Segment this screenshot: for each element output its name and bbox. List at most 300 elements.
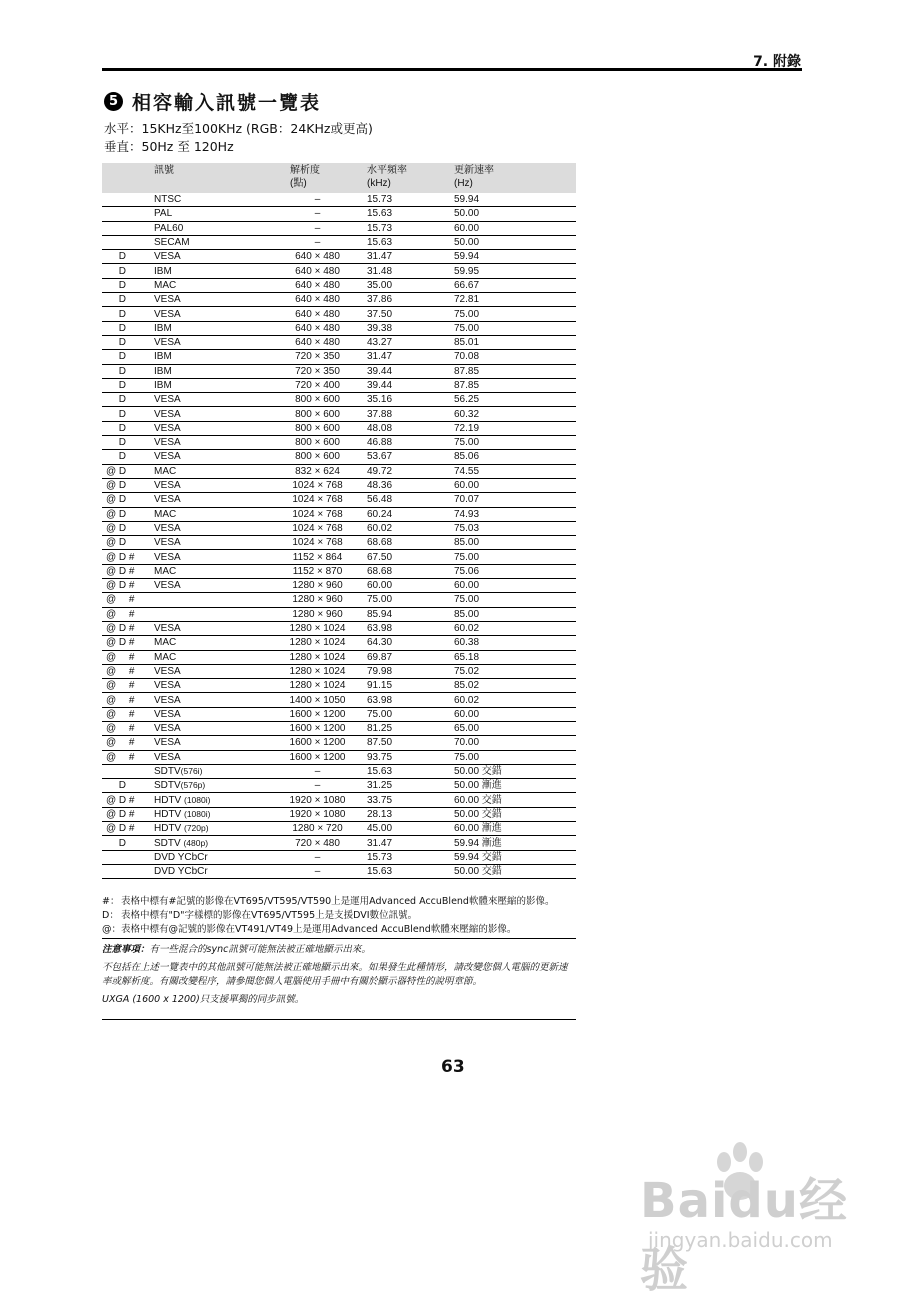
resolution-cell: 1024 × 768 <box>268 478 367 492</box>
note-hash: #： 表格中標有#記號的影像在VT695/VT595/VT590上是運用Advanced AccuBlend軟體來壓縮的影像。 <box>102 896 555 907</box>
table-row <box>102 664 576 678</box>
mark-cell: @ # <box>102 707 154 721</box>
vfreq-cell: 60.00 <box>454 221 576 235</box>
signal-type-cell: VESA <box>154 721 268 735</box>
watermark <box>640 1140 870 1298</box>
vfreq-cell: 74.93 <box>454 507 576 521</box>
resolution-cell: 720 × 350 <box>268 364 367 378</box>
mark-cell: D <box>102 450 154 464</box>
resolution-cell: 720 × 350 <box>268 350 367 364</box>
mark-cell <box>102 864 154 878</box>
note-d: D： 表格中標有"D"字樣標的影像在VT695/VT595上是支援DVI數位訊號。 <box>102 910 418 921</box>
signal-type-cell: MAC <box>154 650 268 664</box>
resolution-cell: 1280 × 720 <box>268 822 367 836</box>
page-number: 63 <box>441 1057 465 1077</box>
top-rule <box>102 68 802 71</box>
resolution-cell: 640 × 480 <box>268 250 367 264</box>
vfreq-cell: 60.00 <box>454 579 576 593</box>
header-resolution: 解析度 (點) <box>268 163 367 193</box>
mark-cell: @ D # <box>102 807 154 821</box>
signal-type-cell: HDTV (720p) <box>154 822 268 836</box>
hfreq-cell: 35.00 <box>367 278 454 292</box>
signal-type-cell: VESA <box>154 293 268 307</box>
vfreq-cell: 66.67 <box>454 278 576 292</box>
hfreq-cell: 15.63 <box>367 764 454 778</box>
mark-cell: D <box>102 335 154 349</box>
vfreq-cell: 60.00 <box>454 478 576 492</box>
resolution-cell: 1280 × 1024 <box>268 650 367 664</box>
mark-cell: D <box>102 393 154 407</box>
signal-type-cell: VESA <box>154 478 268 492</box>
resolution-cell: 1024 × 768 <box>268 536 367 550</box>
vfreq-cell: 59.94 交錯 <box>454 850 576 864</box>
resolution-cell: 1280 × 960 <box>268 593 367 607</box>
table-row <box>102 679 576 693</box>
vfreq-cell: 50.00 交錯 <box>454 864 576 878</box>
mark-cell: D <box>102 350 154 364</box>
vfreq-cell: 50.00 交錯 <box>454 764 576 778</box>
resolution-cell: 1280 × 1024 <box>268 636 367 650</box>
mark-cell: D <box>102 307 154 321</box>
table-row <box>102 378 576 392</box>
resolution-cell: 1280 × 1024 <box>268 664 367 678</box>
table-row <box>102 393 576 407</box>
table-row <box>102 864 576 878</box>
vfreq-cell: 56.25 <box>454 393 576 407</box>
resolution-cell: 1152 × 870 <box>268 564 367 578</box>
mark-cell: D <box>102 407 154 421</box>
table-row <box>102 822 576 836</box>
mark-cell: @ D <box>102 478 154 492</box>
vfreq-cell: 59.95 <box>454 264 576 278</box>
resolution-cell: 800 × 600 <box>268 436 367 450</box>
hfreq-cell: 81.25 <box>367 721 454 735</box>
table-row <box>102 235 576 249</box>
hfreq-cell: 63.98 <box>367 621 454 635</box>
table-row <box>102 436 576 450</box>
table-row <box>102 335 576 349</box>
hfreq-cell: 37.88 <box>367 407 454 421</box>
resolution-cell: 1280 × 960 <box>268 579 367 593</box>
signal-type-cell: VESA <box>154 250 268 264</box>
table-header-row <box>102 163 576 193</box>
hfreq-cell: 31.47 <box>367 836 454 850</box>
table-row <box>102 836 576 850</box>
mark-cell <box>102 850 154 864</box>
note-paragraph: 不包括在上述一覽表中的其他訊號可能無法被正確地顯示出來。如果發生此種情形，請改變您個人電腦的更新速率或解析度。有關改變程序，請參閱您個人電腦使用手冊中有關於顯示器特性的說明章節。 <box>102 962 568 987</box>
signal-type-cell: MAC <box>154 507 268 521</box>
signal-type-cell: VESA <box>154 307 268 321</box>
table-row <box>102 278 576 292</box>
signal-type-cell: VESA <box>154 693 268 707</box>
resolution-cell: 1024 × 768 <box>268 521 367 535</box>
mark-cell: @ # <box>102 607 154 621</box>
resolution-cell: 640 × 480 <box>268 293 367 307</box>
mark-cell <box>102 764 154 778</box>
resolution-cell: 720 × 400 <box>268 378 367 392</box>
table-row <box>102 579 576 593</box>
vfreq-cell: 50.00 <box>454 235 576 249</box>
table-row <box>102 364 576 378</box>
hfreq-cell: 31.47 <box>367 250 454 264</box>
vfreq-cell: 75.00 <box>454 307 576 321</box>
signal-type-cell: VESA <box>154 421 268 435</box>
mark-cell: @ # <box>102 593 154 607</box>
table-row <box>102 250 576 264</box>
hfreq-cell: 87.50 <box>367 736 454 750</box>
watermark-logo: Baidu经验 <box>640 1173 848 1298</box>
hfreq-cell: 15.63 <box>367 864 454 878</box>
resolution-cell: 832 × 624 <box>268 464 367 478</box>
hfreq-cell: 91.15 <box>367 679 454 693</box>
resolution-cell: – <box>268 850 367 864</box>
hfreq-cell: 31.48 <box>367 264 454 278</box>
header-signal: 訊號 <box>154 163 268 193</box>
hfreq-cell: 75.00 <box>367 593 454 607</box>
resolution-cell: – <box>268 764 367 778</box>
signal-type-cell: VESA <box>154 707 268 721</box>
signal-type-cell: IBM <box>154 378 268 392</box>
vfreq-cell: 72.19 <box>454 421 576 435</box>
resolution-cell: – <box>268 207 367 221</box>
resolution-cell: 1920 × 1080 <box>268 807 367 821</box>
signal-type-cell: VESA <box>154 750 268 764</box>
hfreq-cell: 31.25 <box>367 779 454 793</box>
signal-type-cell: SECAM <box>154 235 268 249</box>
vfreq-cell: 75.03 <box>454 521 576 535</box>
hfreq-cell: 15.73 <box>367 850 454 864</box>
hfreq-cell: 68.68 <box>367 564 454 578</box>
header-hfreq: 水平頻率 (kHz) <box>367 163 454 193</box>
resolution-cell: – <box>268 779 367 793</box>
resolution-cell: 800 × 600 <box>268 421 367 435</box>
mark-cell: @ D <box>102 521 154 535</box>
signal-type-cell: VESA <box>154 450 268 464</box>
table-row <box>102 707 576 721</box>
header-marks <box>102 163 154 193</box>
mark-cell: @ D # <box>102 793 154 807</box>
hfreq-cell: 64.30 <box>367 636 454 650</box>
vfreq-cell: 70.08 <box>454 350 576 364</box>
resolution-cell: – <box>268 221 367 235</box>
signal-type-cell: HDTV (1080i) <box>154 793 268 807</box>
hfreq-cell: 48.08 <box>367 421 454 435</box>
table-row <box>102 207 576 221</box>
table-row <box>102 721 576 735</box>
hfreq-cell: 15.73 <box>367 221 454 235</box>
mark-cell: @ D <box>102 507 154 521</box>
mark-cell: @ D <box>102 464 154 478</box>
resolution-cell: 1152 × 864 <box>268 550 367 564</box>
section-title <box>104 88 321 115</box>
table-row <box>102 307 576 321</box>
hfreq-cell: 15.73 <box>367 193 454 207</box>
hfreq-cell: 33.75 <box>367 793 454 807</box>
resolution-cell: 720 × 480 <box>268 836 367 850</box>
resolution-cell: 640 × 480 <box>268 335 367 349</box>
hfreq-cell: 35.16 <box>367 393 454 407</box>
resolution-cell: 1280 × 1024 <box>268 621 367 635</box>
resolution-cell: – <box>268 193 367 207</box>
resolution-cell: 800 × 600 <box>268 407 367 421</box>
resolution-cell: 1920 × 1080 <box>268 793 367 807</box>
resolution-cell: 640 × 480 <box>268 264 367 278</box>
table-row <box>102 293 576 307</box>
table-row <box>102 593 576 607</box>
vfreq-cell: 60.00 漸進 <box>454 822 576 836</box>
mark-cell: D <box>102 250 154 264</box>
mark-cell: @ # <box>102 721 154 735</box>
vfreq-cell: 70.00 <box>454 736 576 750</box>
hfreq-cell: 49.72 <box>367 464 454 478</box>
resolution-cell: 1280 × 1024 <box>268 679 367 693</box>
table-row <box>102 321 576 335</box>
vfreq-cell: 60.32 <box>454 407 576 421</box>
mark-cell: @ D # <box>102 621 154 635</box>
mark-cell: @ D # <box>102 564 154 578</box>
vfreq-cell: 87.85 <box>454 378 576 392</box>
mark-cell: D <box>102 278 154 292</box>
hfreq-cell: 15.63 <box>367 207 454 221</box>
hfreq-cell: 45.00 <box>367 822 454 836</box>
vfreq-cell: 60.00 交錯 <box>454 793 576 807</box>
notes-block <box>102 895 576 1007</box>
hfreq-cell: 63.98 <box>367 693 454 707</box>
hfreq-cell: 48.36 <box>367 478 454 492</box>
mark-cell: D <box>102 779 154 793</box>
vfreq-cell: 85.00 <box>454 607 576 621</box>
vfreq-cell: 74.55 <box>454 464 576 478</box>
resolution-cell: – <box>268 864 367 878</box>
signal-type-cell: NTSC <box>154 193 268 207</box>
vfreq-cell: 87.85 <box>454 364 576 378</box>
signal-type-cell: IBM <box>154 321 268 335</box>
resolution-cell: 1600 × 1200 <box>268 721 367 735</box>
table-row <box>102 607 576 621</box>
table-row <box>102 478 576 492</box>
resolution-cell: 1600 × 1200 <box>268 736 367 750</box>
table-row <box>102 421 576 435</box>
resolution-cell: 1600 × 1200 <box>268 707 367 721</box>
table-row <box>102 779 576 793</box>
vfreq-cell: 75.02 <box>454 664 576 678</box>
signal-type-cell: SDTV (480p) <box>154 836 268 850</box>
vfreq-cell: 72.81 <box>454 293 576 307</box>
bottom-rule <box>102 1019 576 1020</box>
resolution-cell: 1600 × 1200 <box>268 750 367 764</box>
mark-cell: D <box>102 264 154 278</box>
signal-type-cell: MAC <box>154 464 268 478</box>
hfreq-cell: 60.00 <box>367 579 454 593</box>
resolution-cell: 640 × 480 <box>268 307 367 321</box>
vfreq-cell: 50.00 <box>454 207 576 221</box>
resolution-cell: 1024 × 768 <box>268 493 367 507</box>
hfreq-cell: 46.88 <box>367 436 454 450</box>
hfreq-cell: 68.68 <box>367 536 454 550</box>
mark-cell: D <box>102 293 154 307</box>
horizontal-range: 水平：15KHz至100KHz (RGB：24KHz或更高) <box>104 121 373 136</box>
table-row <box>102 493 576 507</box>
signal-type-cell: VESA <box>154 493 268 507</box>
note-uxga: UXGA (1600 x 1200)只支援單獨的同步訊號。 <box>102 994 305 1005</box>
signal-type-cell: SDTV(576p) <box>154 779 268 793</box>
hfreq-cell: 60.24 <box>367 507 454 521</box>
hfreq-cell: 39.44 <box>367 364 454 378</box>
table-row <box>102 536 576 550</box>
vfreq-cell: 85.01 <box>454 335 576 349</box>
table-row <box>102 693 576 707</box>
signal-type-cell: IBM <box>154 364 268 378</box>
hfreq-cell: 31.47 <box>367 350 454 364</box>
mark-cell: @ D # <box>102 822 154 836</box>
mark-cell: @ # <box>102 679 154 693</box>
table-row <box>102 193 576 207</box>
vfreq-cell: 50.00 漸進 <box>454 779 576 793</box>
vfreq-cell: 75.00 <box>454 593 576 607</box>
vfreq-cell: 59.94 <box>454 250 576 264</box>
mark-cell: @ # <box>102 693 154 707</box>
hfreq-cell: 85.94 <box>367 607 454 621</box>
resolution-cell: 1280 × 960 <box>268 607 367 621</box>
hfreq-cell: 79.98 <box>367 664 454 678</box>
mark-cell: D <box>102 321 154 335</box>
signal-type-cell: PAL60 <box>154 221 268 235</box>
hfreq-cell: 75.00 <box>367 707 454 721</box>
vfreq-cell: 60.02 <box>454 621 576 635</box>
vfreq-cell: 85.02 <box>454 679 576 693</box>
hfreq-cell: 93.75 <box>367 750 454 764</box>
mark-cell: @ D <box>102 536 154 550</box>
hfreq-cell: 39.38 <box>367 321 454 335</box>
signal-type-cell: IBM <box>154 264 268 278</box>
mark-cell <box>102 207 154 221</box>
hfreq-cell: 69.87 <box>367 650 454 664</box>
signal-type-cell: VESA <box>154 664 268 678</box>
vertical-range: 垂直：50Hz 至 120Hz <box>104 139 234 154</box>
table-row <box>102 636 576 650</box>
signal-type-cell: VESA <box>154 536 268 550</box>
vfreq-cell: 50.00 交錯 <box>454 807 576 821</box>
table-row <box>102 550 576 564</box>
signal-type-cell <box>154 593 268 607</box>
resolution-cell: 1400 × 1050 <box>268 693 367 707</box>
vfreq-cell: 70.07 <box>454 493 576 507</box>
resolution-cell: 800 × 600 <box>268 450 367 464</box>
table-row <box>102 807 576 821</box>
table-row <box>102 450 576 464</box>
mark-cell: @ D # <box>102 579 154 593</box>
table-row <box>102 350 576 364</box>
signal-type-cell: VESA <box>154 550 268 564</box>
vfreq-cell: 60.02 <box>454 693 576 707</box>
table-row <box>102 621 576 635</box>
signal-type-cell: VESA <box>154 393 268 407</box>
vfreq-cell: 65.18 <box>454 650 576 664</box>
hfreq-cell: 56.48 <box>367 493 454 507</box>
vfreq-cell: 85.06 <box>454 450 576 464</box>
mark-cell: @ # <box>102 664 154 678</box>
mark-cell <box>102 193 154 207</box>
mark-cell: D <box>102 436 154 450</box>
resolution-cell: 640 × 480 <box>268 321 367 335</box>
section-number-badge: 5 <box>104 92 123 111</box>
table-row <box>102 407 576 421</box>
header-vfreq: 更新速率 (Hz) <box>454 163 576 193</box>
mark-cell: D <box>102 364 154 378</box>
mark-cell: D <box>102 836 154 850</box>
mark-cell: @ # <box>102 750 154 764</box>
mark-cell: @ # <box>102 650 154 664</box>
table-row <box>102 650 576 664</box>
resolution-cell: – <box>268 235 367 249</box>
hfreq-cell: 28.13 <box>367 807 454 821</box>
table-row <box>102 464 576 478</box>
table-row <box>102 507 576 521</box>
signal-type-cell <box>154 607 268 621</box>
hfreq-cell: 67.50 <box>367 550 454 564</box>
signal-type-cell: VESA <box>154 335 268 349</box>
signal-type-cell: VESA <box>154 436 268 450</box>
signal-type-cell: VESA <box>154 407 268 421</box>
table-row <box>102 850 576 864</box>
caution-note: 注意事項：有一些混合的sync訊號可能無法被正確地顯示出來。 <box>102 944 371 955</box>
vfreq-cell: 59.94 <box>454 193 576 207</box>
signal-type-cell: DVD YCbCr <box>154 850 268 864</box>
hfreq-cell: 37.86 <box>367 293 454 307</box>
signal-type-cell: VESA <box>154 621 268 635</box>
table-row <box>102 521 576 535</box>
section-title-text: 相容輸入訊號一覽表 <box>132 92 322 114</box>
mark-cell <box>102 235 154 249</box>
signal-type-cell: DVD YCbCr <box>154 864 268 878</box>
chapter-label: 7. 附錄 <box>753 54 801 70</box>
table-row <box>102 564 576 578</box>
hfreq-cell: 53.67 <box>367 450 454 464</box>
table-row <box>102 221 576 235</box>
mark-cell: @ D <box>102 493 154 507</box>
table-row <box>102 264 576 278</box>
hfreq-cell: 37.50 <box>367 307 454 321</box>
vfreq-cell: 60.00 <box>454 707 576 721</box>
signal-type-cell: PAL <box>154 207 268 221</box>
table-row <box>102 793 576 807</box>
signal-type-cell: IBM <box>154 350 268 364</box>
signal-type-cell: VESA <box>154 521 268 535</box>
signal-type-cell: SDTV(576i) <box>154 764 268 778</box>
signal-type-cell: HDTV (1080i) <box>154 807 268 821</box>
hfreq-cell: 15.63 <box>367 235 454 249</box>
mark-cell: D <box>102 378 154 392</box>
signal-table <box>102 163 576 879</box>
watermark-url: jingyan.baidu.com <box>648 1228 833 1252</box>
mark-cell: D <box>102 421 154 435</box>
signal-type-cell: MAC <box>154 564 268 578</box>
resolution-cell: 640 × 480 <box>268 278 367 292</box>
table-row <box>102 764 576 778</box>
vfreq-cell: 60.38 <box>454 636 576 650</box>
vfreq-cell: 65.00 <box>454 721 576 735</box>
hfreq-cell: 43.27 <box>367 335 454 349</box>
note-at: @： 表格中標有@記號的影像在VT491/VT49上是運用Advanced AccuBlend軟體來壓縮的影像。 <box>102 923 576 939</box>
vfreq-cell: 75.00 <box>454 550 576 564</box>
vfreq-cell: 75.00 <box>454 321 576 335</box>
mark-cell: @ D # <box>102 550 154 564</box>
hfreq-cell: 60.02 <box>367 521 454 535</box>
mark-cell <box>102 221 154 235</box>
vfreq-cell: 75.06 <box>454 564 576 578</box>
vfreq-cell: 59.94 漸進 <box>454 836 576 850</box>
mark-cell: @ D # <box>102 636 154 650</box>
